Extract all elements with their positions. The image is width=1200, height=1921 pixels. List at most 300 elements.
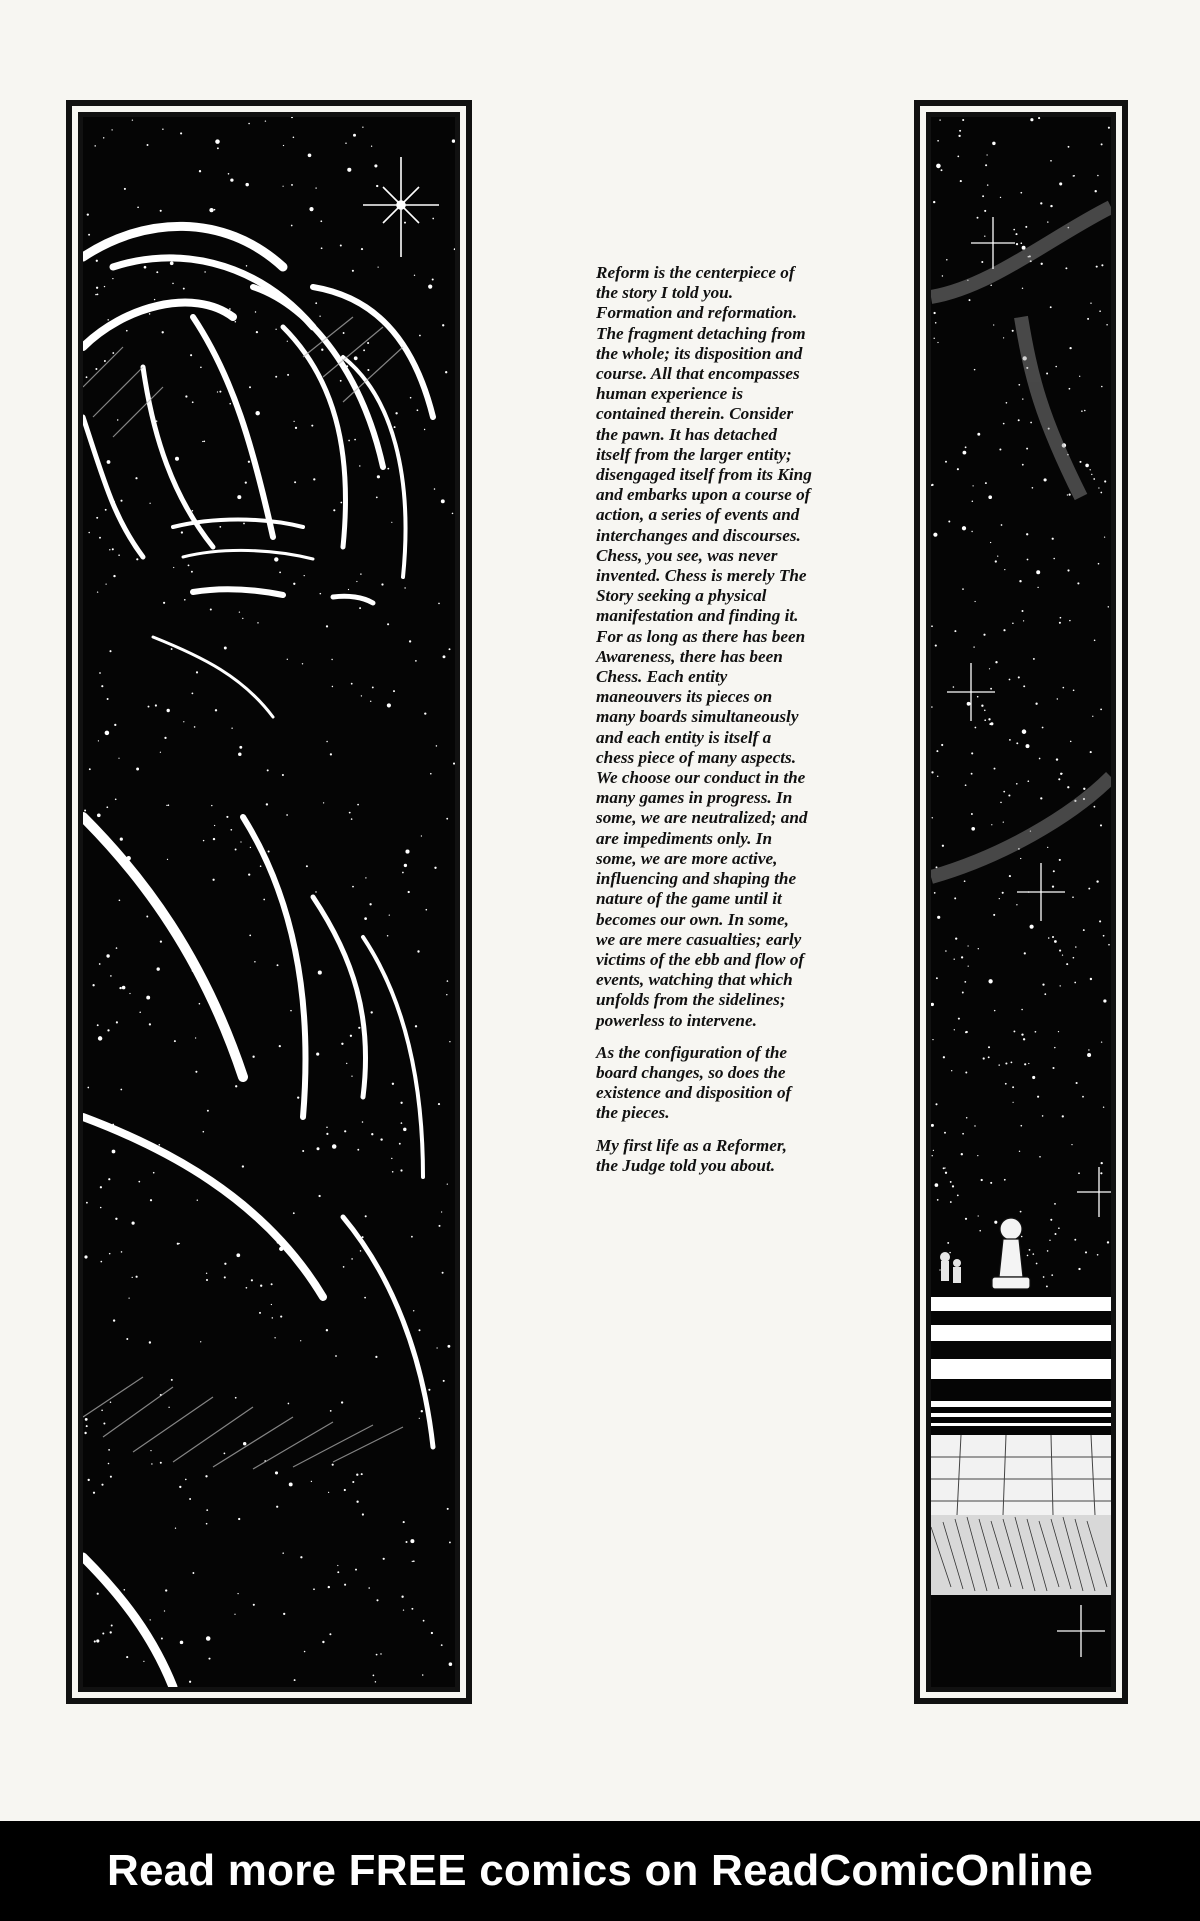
star [308, 153, 312, 157]
star [160, 1462, 162, 1464]
star [1104, 480, 1106, 482]
star [362, 127, 363, 128]
star [1027, 559, 1029, 561]
star [163, 602, 165, 604]
star [933, 338, 934, 339]
star [195, 1071, 197, 1073]
star [428, 285, 432, 289]
star [248, 873, 250, 875]
star [100, 1261, 102, 1263]
star [1087, 1053, 1091, 1057]
star [1005, 1083, 1007, 1085]
star [149, 1023, 151, 1025]
star [97, 294, 99, 296]
star [392, 1171, 394, 1173]
star [933, 201, 935, 203]
star [380, 1138, 382, 1140]
bright-star [363, 157, 439, 257]
star [1022, 610, 1024, 612]
star [268, 850, 270, 852]
star [1046, 1285, 1048, 1287]
star [1012, 1086, 1014, 1088]
star [351, 1258, 353, 1260]
star [994, 1010, 995, 1011]
star [95, 368, 97, 370]
star [424, 429, 425, 430]
star [993, 324, 994, 325]
star [107, 319, 108, 320]
star [120, 838, 123, 841]
star [226, 816, 228, 818]
star [332, 686, 333, 687]
star [149, 503, 150, 504]
star [1050, 306, 1052, 308]
star [243, 523, 245, 525]
distant-pawns [940, 1252, 961, 1283]
star [983, 634, 985, 636]
star [291, 225, 293, 227]
star [200, 366, 202, 368]
star [409, 640, 411, 642]
star [412, 1561, 413, 1562]
star [211, 805, 212, 806]
star [166, 805, 167, 806]
star [101, 1484, 103, 1486]
star [343, 332, 345, 334]
star [931, 625, 933, 627]
star [191, 571, 193, 573]
star [1042, 983, 1044, 985]
star [126, 1338, 128, 1340]
star [1090, 303, 1091, 304]
star [375, 1681, 376, 1682]
star [320, 593, 322, 595]
star [177, 1243, 179, 1245]
star [317, 1147, 320, 1150]
star [369, 903, 371, 905]
star [345, 142, 346, 143]
star [109, 1253, 111, 1255]
star [185, 1479, 187, 1481]
star [933, 533, 937, 537]
star [1028, 1063, 1029, 1064]
star [434, 867, 436, 869]
star [1071, 1144, 1072, 1145]
star [149, 1619, 150, 1620]
star [936, 164, 941, 169]
star [990, 542, 991, 543]
star [112, 548, 114, 550]
star [105, 731, 110, 736]
star [1081, 410, 1083, 412]
star [321, 247, 323, 249]
star [417, 950, 419, 952]
star [1020, 192, 1022, 194]
star [960, 180, 962, 182]
star [400, 1102, 402, 1104]
star [1016, 783, 1018, 785]
star [1054, 940, 1057, 943]
star [443, 1380, 445, 1382]
star [150, 1199, 152, 1201]
star [203, 440, 205, 442]
star [192, 1572, 194, 1574]
star [99, 537, 101, 539]
star [1013, 1030, 1015, 1032]
star [1103, 999, 1106, 1002]
star [267, 769, 269, 771]
star [1065, 267, 1067, 269]
star [109, 650, 111, 652]
star [955, 937, 957, 939]
star [1052, 885, 1054, 887]
star [1006, 402, 1008, 404]
star [136, 768, 139, 771]
star [249, 386, 251, 388]
star [937, 140, 939, 142]
star [981, 261, 983, 263]
star [1084, 410, 1086, 412]
star [149, 313, 151, 315]
star [1004, 1179, 1006, 1181]
star [446, 818, 448, 820]
star [106, 806, 108, 808]
star [236, 1253, 240, 1257]
star [105, 509, 107, 511]
star [373, 1675, 375, 1677]
star [950, 1201, 952, 1203]
star [1063, 687, 1065, 689]
star [413, 1310, 414, 1311]
star [1042, 727, 1044, 729]
star [135, 477, 137, 479]
star [974, 369, 976, 371]
star [357, 1149, 359, 1151]
star [962, 992, 964, 994]
star [144, 266, 147, 269]
star [1079, 376, 1080, 377]
star [149, 1341, 151, 1343]
star [981, 1179, 983, 1181]
star [1099, 310, 1101, 312]
star [266, 803, 268, 805]
star [311, 425, 313, 427]
star [107, 698, 109, 700]
star [946, 259, 948, 261]
star [150, 1450, 151, 1451]
star [367, 342, 369, 344]
star [937, 342, 938, 343]
star [453, 763, 455, 765]
star [957, 468, 959, 470]
star [124, 188, 126, 190]
star [1052, 936, 1054, 938]
star [207, 1110, 209, 1112]
star [87, 1087, 89, 1089]
star [1023, 685, 1025, 687]
star [102, 1632, 104, 1634]
star [234, 1614, 235, 1615]
star [192, 510, 194, 512]
star [128, 1297, 129, 1298]
star [949, 1252, 950, 1253]
star [115, 1218, 117, 1220]
star [442, 324, 444, 326]
star [1003, 423, 1005, 425]
star [112, 278, 113, 279]
star [359, 465, 360, 466]
star [85, 1418, 88, 1421]
star [404, 587, 405, 588]
star [372, 686, 374, 688]
star [93, 1492, 95, 1494]
star [1055, 1233, 1057, 1235]
star [973, 646, 974, 647]
star [936, 750, 938, 752]
promo-banner[interactable] [0, 1821, 1200, 1921]
star [972, 485, 973, 486]
star [968, 965, 969, 966]
star [194, 726, 196, 728]
star [426, 909, 428, 911]
star [944, 1167, 945, 1168]
star [1023, 1038, 1025, 1040]
star [1067, 569, 1069, 571]
star [272, 1317, 274, 1319]
star [1047, 847, 1048, 848]
star [977, 696, 979, 698]
star [329, 1633, 331, 1635]
promo-banner-text[interactable]: Read more FREE comics on ReadComicOnline [106, 1846, 1093, 1895]
star [937, 776, 938, 777]
star [255, 411, 259, 415]
star [978, 948, 979, 949]
milky-way-band [931, 207, 1111, 877]
star [984, 236, 985, 237]
star [254, 961, 256, 963]
star [300, 1340, 301, 1341]
star [160, 752, 161, 753]
star [454, 248, 455, 250]
star [421, 835, 422, 836]
star [374, 164, 377, 167]
star [432, 218, 434, 220]
star [217, 147, 219, 149]
star [986, 154, 987, 155]
star [401, 1596, 403, 1598]
star [349, 812, 351, 814]
star [1022, 288, 1023, 289]
figure-illustration [83, 117, 455, 1687]
star [931, 1124, 934, 1127]
star [129, 993, 130, 994]
star [1036, 570, 1040, 574]
star [108, 1463, 110, 1465]
star [1038, 117, 1040, 119]
star [1067, 786, 1069, 788]
star [1108, 606, 1109, 607]
star [180, 132, 182, 134]
star [1020, 1125, 1022, 1127]
star [1050, 205, 1052, 207]
star [181, 531, 183, 533]
star [404, 864, 407, 867]
star [293, 1212, 295, 1214]
chessboard [931, 1297, 1111, 1595]
star [190, 354, 192, 356]
star [289, 1482, 293, 1486]
star [1085, 1251, 1087, 1253]
star [1076, 1082, 1078, 1084]
star [351, 1076, 352, 1077]
star [352, 1481, 354, 1483]
star [958, 135, 960, 137]
star [935, 645, 937, 647]
star [304, 575, 305, 576]
star [294, 1679, 296, 1681]
star [987, 184, 988, 185]
star [84, 1432, 86, 1434]
chessboard-illustration [931, 117, 1111, 1687]
star [124, 1589, 126, 1591]
star [939, 119, 940, 120]
star [997, 555, 998, 556]
star [423, 1620, 425, 1622]
star [271, 1283, 273, 1285]
star [978, 1215, 979, 1216]
star [132, 1277, 133, 1278]
star [438, 1225, 440, 1227]
star [1100, 492, 1102, 494]
star [442, 1272, 444, 1274]
star [1059, 950, 1061, 952]
star [306, 865, 308, 867]
star [424, 712, 426, 714]
star [1048, 937, 1050, 939]
star [283, 145, 284, 146]
star [402, 872, 404, 874]
star [113, 575, 115, 577]
star [974, 1125, 975, 1126]
star [962, 1133, 964, 1135]
star [1024, 1063, 1026, 1065]
star [959, 130, 961, 132]
star [318, 971, 322, 975]
star [1009, 679, 1011, 681]
star [1069, 494, 1071, 496]
star [415, 1025, 417, 1027]
star [1103, 935, 1105, 937]
star [88, 234, 90, 236]
star [208, 1658, 210, 1660]
star [302, 663, 303, 664]
star [110, 1402, 111, 1403]
star [260, 1285, 262, 1287]
star [1097, 175, 1099, 177]
star [421, 1410, 423, 1412]
star [965, 784, 967, 786]
star [441, 1211, 442, 1212]
star [341, 1401, 343, 1403]
star [1002, 892, 1004, 894]
star [188, 564, 190, 566]
star [180, 1641, 184, 1645]
face-lines [153, 520, 373, 718]
star [113, 1319, 115, 1321]
star [293, 583, 295, 585]
star [415, 660, 417, 662]
star [179, 1486, 181, 1488]
star [293, 137, 295, 139]
star [279, 1045, 281, 1047]
star [356, 581, 357, 582]
star [315, 891, 316, 892]
star [326, 1133, 328, 1135]
star [108, 1449, 110, 1451]
star [344, 1584, 346, 1586]
star [1018, 676, 1020, 678]
star [304, 1651, 306, 1653]
star [1097, 1254, 1099, 1256]
star [340, 244, 342, 246]
star [105, 583, 106, 584]
hair-strands [83, 226, 433, 577]
star [242, 618, 243, 619]
star [962, 119, 964, 121]
star [965, 1031, 967, 1033]
star [162, 128, 163, 129]
star [411, 1236, 413, 1238]
star [1035, 703, 1037, 705]
star [126, 330, 128, 332]
star [341, 1043, 343, 1045]
star [116, 947, 118, 949]
star [405, 850, 409, 854]
star [1000, 197, 1001, 198]
star [1030, 422, 1032, 424]
star [271, 1304, 272, 1305]
star [371, 146, 372, 147]
star [436, 745, 438, 747]
star [1069, 620, 1070, 621]
star [1087, 318, 1089, 320]
star [1049, 1240, 1050, 1241]
star [400, 1169, 402, 1171]
star [452, 513, 454, 515]
star [110, 975, 112, 977]
star [1055, 366, 1057, 368]
star [403, 1609, 404, 1610]
star [313, 1588, 315, 1590]
star [1019, 1151, 1020, 1152]
star [419, 1418, 420, 1419]
star [1021, 1236, 1023, 1238]
star [989, 668, 990, 669]
star [1021, 1033, 1023, 1035]
star [89, 768, 91, 770]
star [414, 275, 415, 276]
star [967, 702, 971, 706]
star [1090, 751, 1092, 753]
star [136, 558, 138, 560]
star [168, 804, 170, 806]
star [971, 827, 975, 831]
star [356, 1501, 358, 1503]
star [389, 914, 390, 915]
star [1022, 729, 1027, 734]
star [941, 169, 943, 171]
star [249, 935, 251, 937]
